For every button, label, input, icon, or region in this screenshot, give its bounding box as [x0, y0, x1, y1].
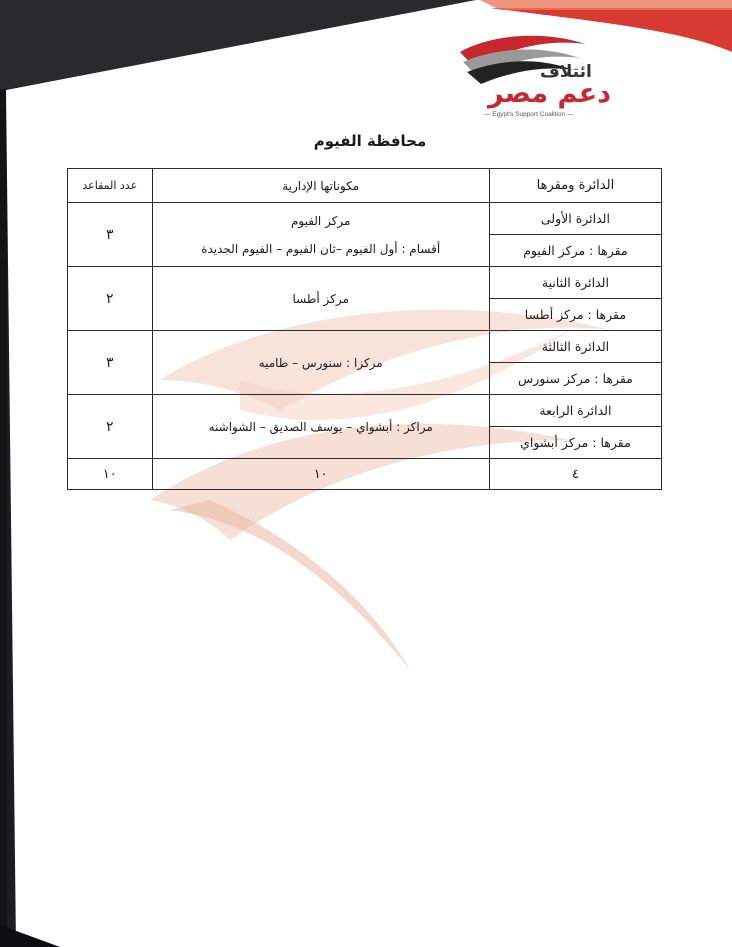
logo-tagline: — Egypt's Support Coalition — [484, 111, 574, 118]
table-row [68, 331, 662, 363]
district-seats: ٣ [68, 331, 153, 395]
district-name: الدائرة الثانية [489, 267, 661, 299]
total-districts: ٤ [489, 459, 661, 490]
total-components: ١٠ [152, 459, 489, 490]
district-seat: مقرها : مركز سنورس [489, 363, 661, 395]
component-line: مركز أطسا [292, 291, 349, 306]
component-line: أقسام : أول الفيوم –ثان الفيوم – الفيوم الجديدة [201, 241, 441, 256]
district-components [152, 267, 489, 331]
header-seats: عدد المقاعد [68, 169, 153, 203]
component-line: مركز الفيوم [290, 213, 351, 228]
district-seats: ٣ [68, 203, 153, 267]
district-components [152, 395, 489, 459]
district-seats: ٢ [68, 395, 153, 459]
district-components [152, 203, 489, 267]
districts-table [67, 168, 662, 490]
page-title: محافظة الفيوم [313, 132, 427, 150]
district-seat: مقرها : مركز الفيوم [489, 235, 661, 267]
district-seat: مقرها : مركز أطسا [489, 299, 661, 331]
totals-row [68, 459, 662, 490]
component-line: مركزا : سنورس – طاميه [258, 355, 383, 370]
district-seats: ٢ [68, 267, 153, 331]
header-components: مكوناتها الإدارية [152, 169, 489, 203]
district-name: الدائرة الثالثة [489, 331, 661, 363]
table-header-row [68, 169, 662, 203]
scan-edge-left [0, 0, 7, 947]
logo-line-2: دعم مصر [488, 78, 611, 109]
table-row [68, 395, 662, 427]
component-line: مراكز : أبشواي – يوسف الصديق – الشواشنه [208, 419, 433, 434]
district-name: الدائرة الأولى [489, 203, 661, 235]
table-row [68, 267, 662, 299]
header-district: الدائرة ومقرها [489, 169, 661, 203]
table-row [68, 203, 662, 235]
logo-line-1: ائتلاف [540, 62, 592, 82]
district-name: الدائرة الرابعة [489, 395, 661, 427]
district-components [152, 331, 489, 395]
district-seat: مقرها : مركز أبشواي [489, 427, 661, 459]
total-seats: ١٠ [68, 459, 153, 490]
